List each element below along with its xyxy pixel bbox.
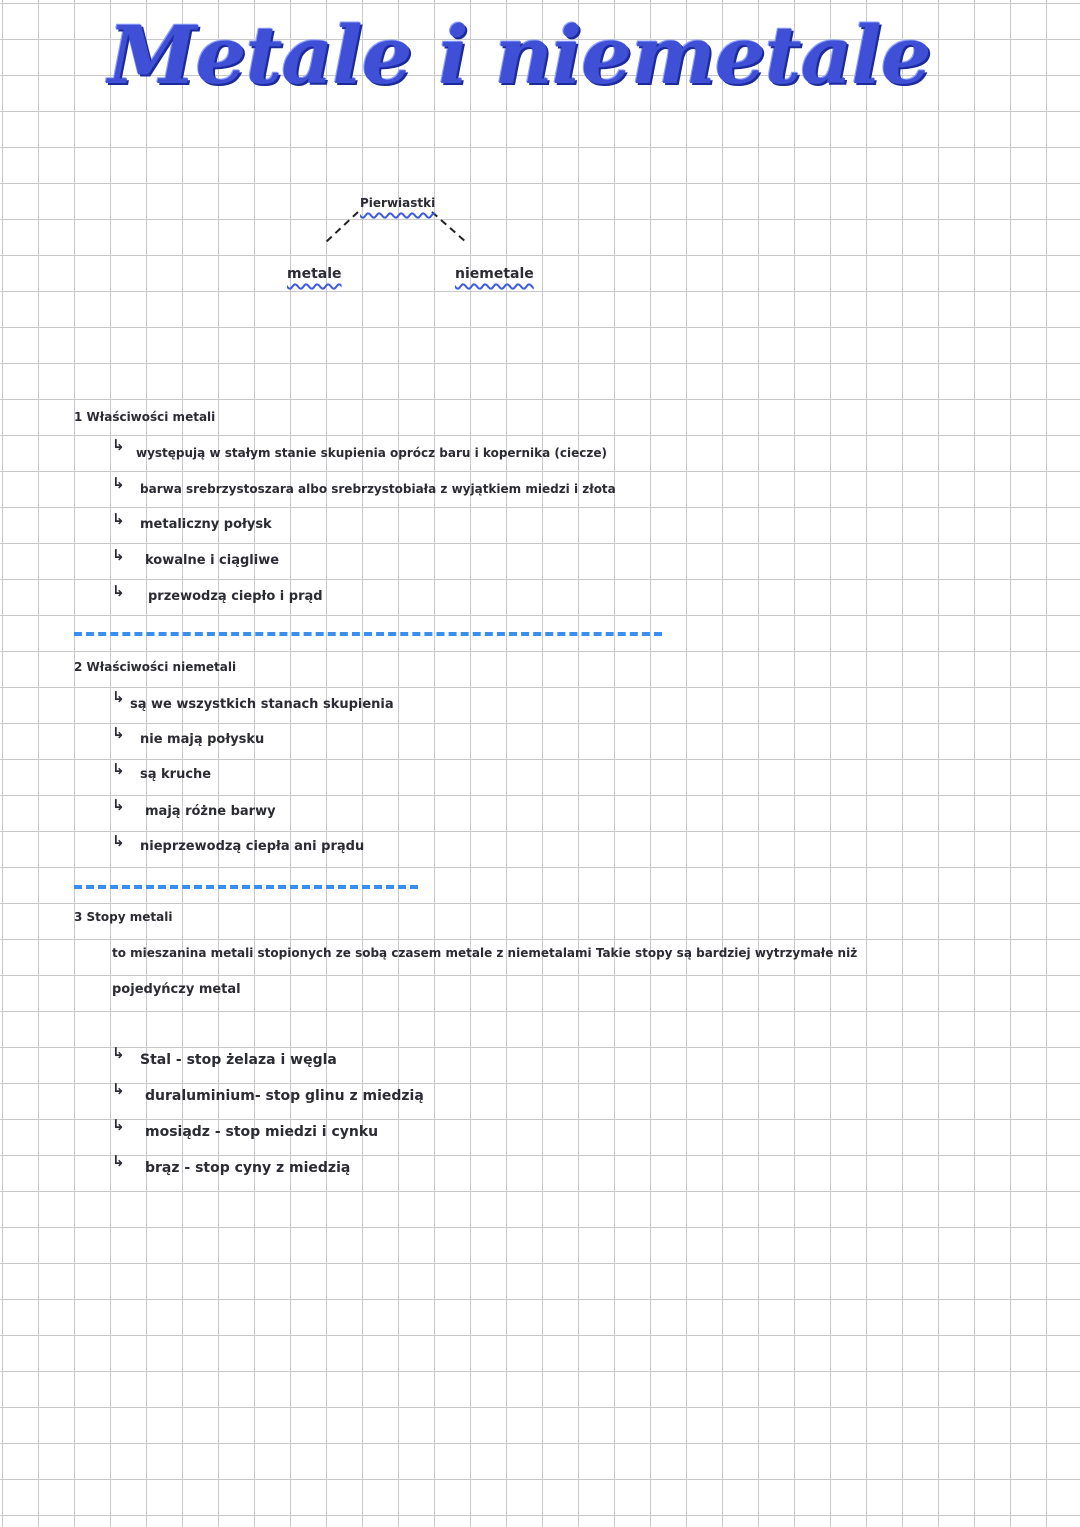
section1-item: kowalne i ciągliwe — [145, 553, 280, 568]
arrow-icon: ↳ — [112, 582, 125, 600]
arrow-icon: ↳ — [112, 1044, 125, 1062]
arrow-icon: ↳ — [112, 1080, 125, 1098]
section3-paragraph-line2: pojedyńczy metal — [112, 982, 241, 997]
arrow-icon: ↳ — [112, 1152, 125, 1170]
section1-item: przewodzą ciepło i prąd — [148, 589, 323, 604]
section1-item: metaliczny połysk — [140, 517, 272, 532]
diagram-right: niemetale — [455, 266, 534, 282]
arrow-icon: ↳ — [112, 796, 125, 814]
section3-paragraph-line1: to mieszanina metali stopionych ze sobą czasem metale z niemetalami Takie stopy są bardziej wytrzymałe niż — [112, 946, 858, 960]
diagram-line-right — [432, 212, 466, 242]
section2-item: mają różne barwy — [145, 804, 276, 819]
arrow-icon: ↳ — [112, 474, 125, 492]
arrow-icon: ↳ — [112, 546, 125, 564]
arrow-icon: ↳ — [112, 436, 125, 454]
arrow-icon: ↳ — [112, 1116, 125, 1134]
diagram-lines — [0, 0, 1080, 320]
section1-item: występują w stałym stanie skupienia oprócz baru i kopernika (ciecze) — [136, 446, 607, 460]
section1-item: barwa srebrzystoszara albo srebrzystobiała z wyjątkiem miedzi i złota — [140, 482, 616, 496]
arrow-icon: ↳ — [112, 832, 125, 850]
section2-item: nieprzewodzą ciepła ani prądu — [140, 839, 365, 854]
diagram-line-left — [326, 212, 358, 242]
diagram-root: Pierwiastki — [360, 196, 436, 210]
page-title: Metale i niemetale — [108, 8, 931, 102]
arrow-icon: ↳ — [112, 724, 125, 742]
arrow-icon: ↳ — [112, 760, 125, 778]
section3-item: duraluminium- stop glinu z miedzią — [145, 1088, 424, 1104]
section2-item: są kruche — [140, 767, 212, 782]
section3-item: brąz - stop cyny z miedzią — [145, 1160, 351, 1176]
section-divider — [74, 632, 662, 636]
section3-item: Stal - stop żelaza i węgla — [140, 1052, 337, 1068]
arrow-icon: ↳ — [112, 688, 125, 706]
section1-heading: 1 Właściwości metali — [74, 410, 216, 424]
section3-heading: 3 Stopy metali — [74, 910, 173, 924]
arrow-icon: ↳ — [112, 510, 125, 528]
section-divider — [74, 885, 418, 889]
section3-item: mosiądz - stop miedzi i cynku — [145, 1124, 379, 1140]
section2-item: nie mają połysku — [140, 732, 265, 747]
section2-heading: 2 Właściwości niemetali — [74, 660, 237, 674]
section2-item: są we wszystkich stanach skupienia — [130, 697, 394, 712]
diagram-left: metale — [287, 266, 342, 282]
